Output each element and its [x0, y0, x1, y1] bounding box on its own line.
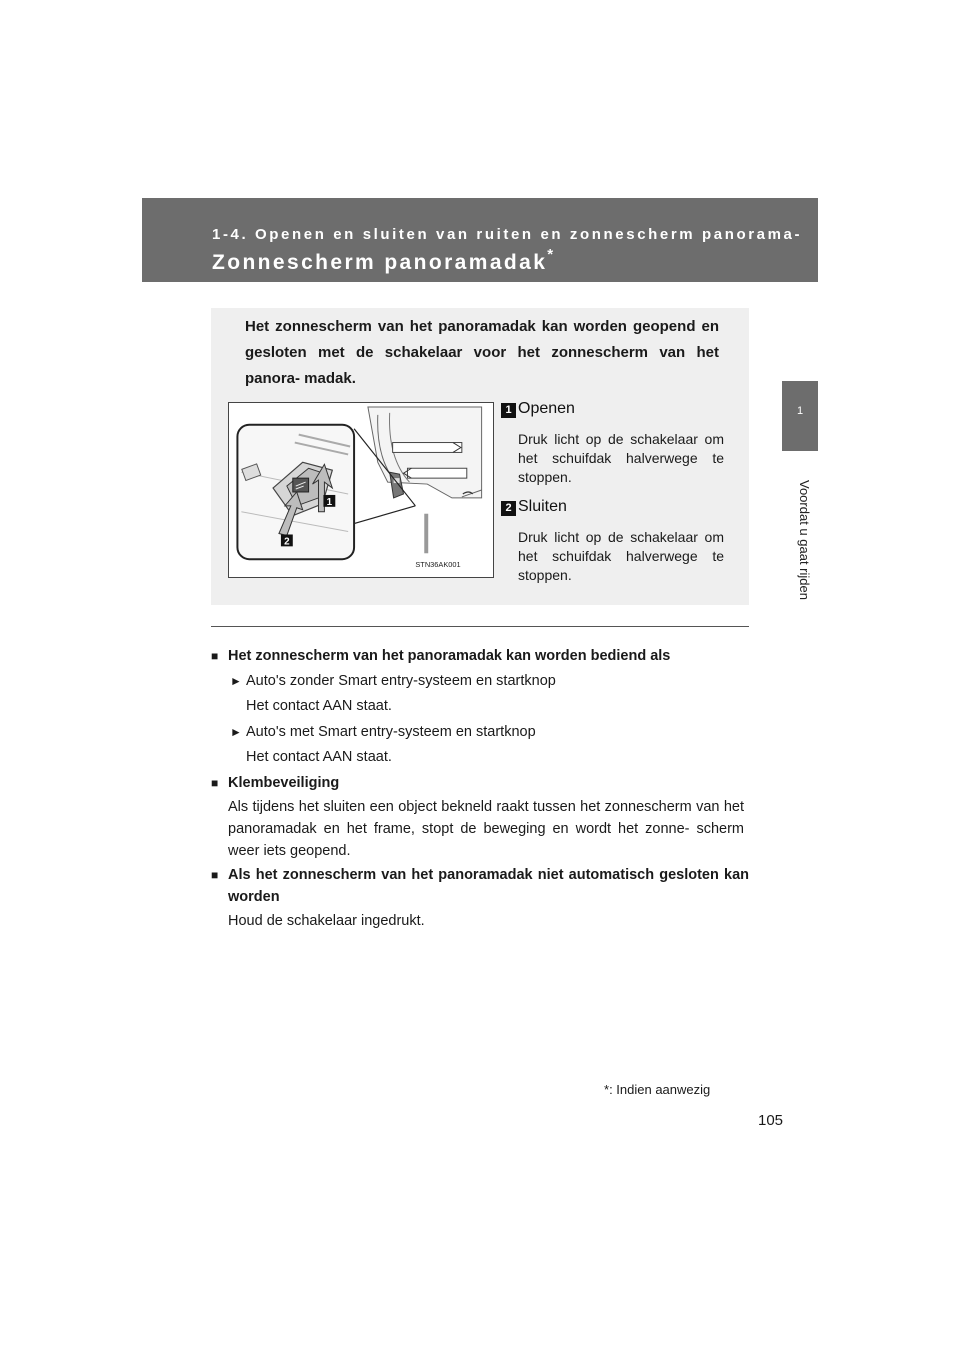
- footnote-mark: *: [604, 1082, 610, 1097]
- section-heading: [211, 645, 670, 667]
- step-label: Openen: [518, 400, 575, 417]
- chapter-tab: [782, 381, 818, 451]
- condition-item: [230, 670, 556, 692]
- page-number: 105: [758, 1112, 784, 1129]
- section-heading: [211, 864, 749, 908]
- step-number-badge: 2: [501, 501, 516, 516]
- condition-item: [230, 721, 536, 743]
- condition-text: Auto's zonder Smart entry-systeem en startknop: [246, 673, 556, 689]
- section-heading-text: Klembeveiliging: [228, 775, 340, 791]
- condition-text: Auto's met Smart entry-systeem en startknop: [246, 724, 536, 740]
- step-number-badge: 1: [501, 403, 516, 418]
- section-marker: ■: [211, 868, 219, 882]
- section-body: Houd de schakelaar ingedrukt.: [228, 913, 425, 929]
- callout-2-label: 2: [284, 536, 290, 548]
- chapter-header: [142, 198, 818, 282]
- footnote: [604, 1082, 710, 1097]
- chapter-subtitle: 1-4. Openen en sluiten van ruiten en zonnescherm panorama-: [212, 226, 803, 243]
- step-label: Sluiten: [518, 498, 567, 515]
- section-marker: ■: [211, 776, 219, 790]
- page-title-text: Zonnescherm panoramadak: [212, 251, 548, 274]
- step-description: Druk licht op de schakelaar om het schuifdak halverwege te stoppen.: [518, 529, 724, 583]
- page-title: [212, 248, 553, 275]
- section-body: Als tijdens het sluiten een object bekneld raakt tussen het zonnescherm van het panoramadak en het frame, stopt de beweging en wordt het zonne- scherm weer iets geopend.: [228, 799, 744, 859]
- switch-illustration: [228, 402, 494, 578]
- step-description: Druk licht op de schakelaar om het schuifdak halverwege te stoppen.: [518, 431, 724, 485]
- section-divider: [211, 626, 749, 627]
- section-heading-text: Het zonnescherm van het panoramadak kan worden bediend als: [228, 648, 671, 664]
- section-heading-text: Als het zonnescherm van het panoramadak niet automatisch gesloten kan worden: [228, 867, 749, 905]
- info-box: [211, 308, 749, 605]
- footnote-text: : Indien aanwezig: [609, 1082, 711, 1097]
- switch-illustration-drawing: [229, 403, 493, 577]
- intro-text: Het zonnescherm van het panoramadak kan worden geopend en gesloten met de schakelaar voor het zonnescherm van het panora- madak.: [245, 318, 719, 387]
- callout-1-label: 1: [326, 496, 333, 508]
- section-marker: ■: [211, 649, 219, 663]
- chapter-number: 1: [796, 405, 804, 417]
- triangle-bullet-icon: ►: [230, 725, 242, 739]
- availability-mark: *: [547, 246, 554, 263]
- condition-detail: Het contact AAN staat.: [246, 749, 392, 765]
- condition-detail: Het contact AAN staat.: [246, 698, 392, 714]
- triangle-bullet-icon: ►: [230, 674, 242, 688]
- section-heading: [211, 772, 339, 794]
- chapter-side-label: Voordat u gaat rijden: [797, 480, 812, 600]
- figure-code: STN36AK001: [415, 560, 461, 570]
